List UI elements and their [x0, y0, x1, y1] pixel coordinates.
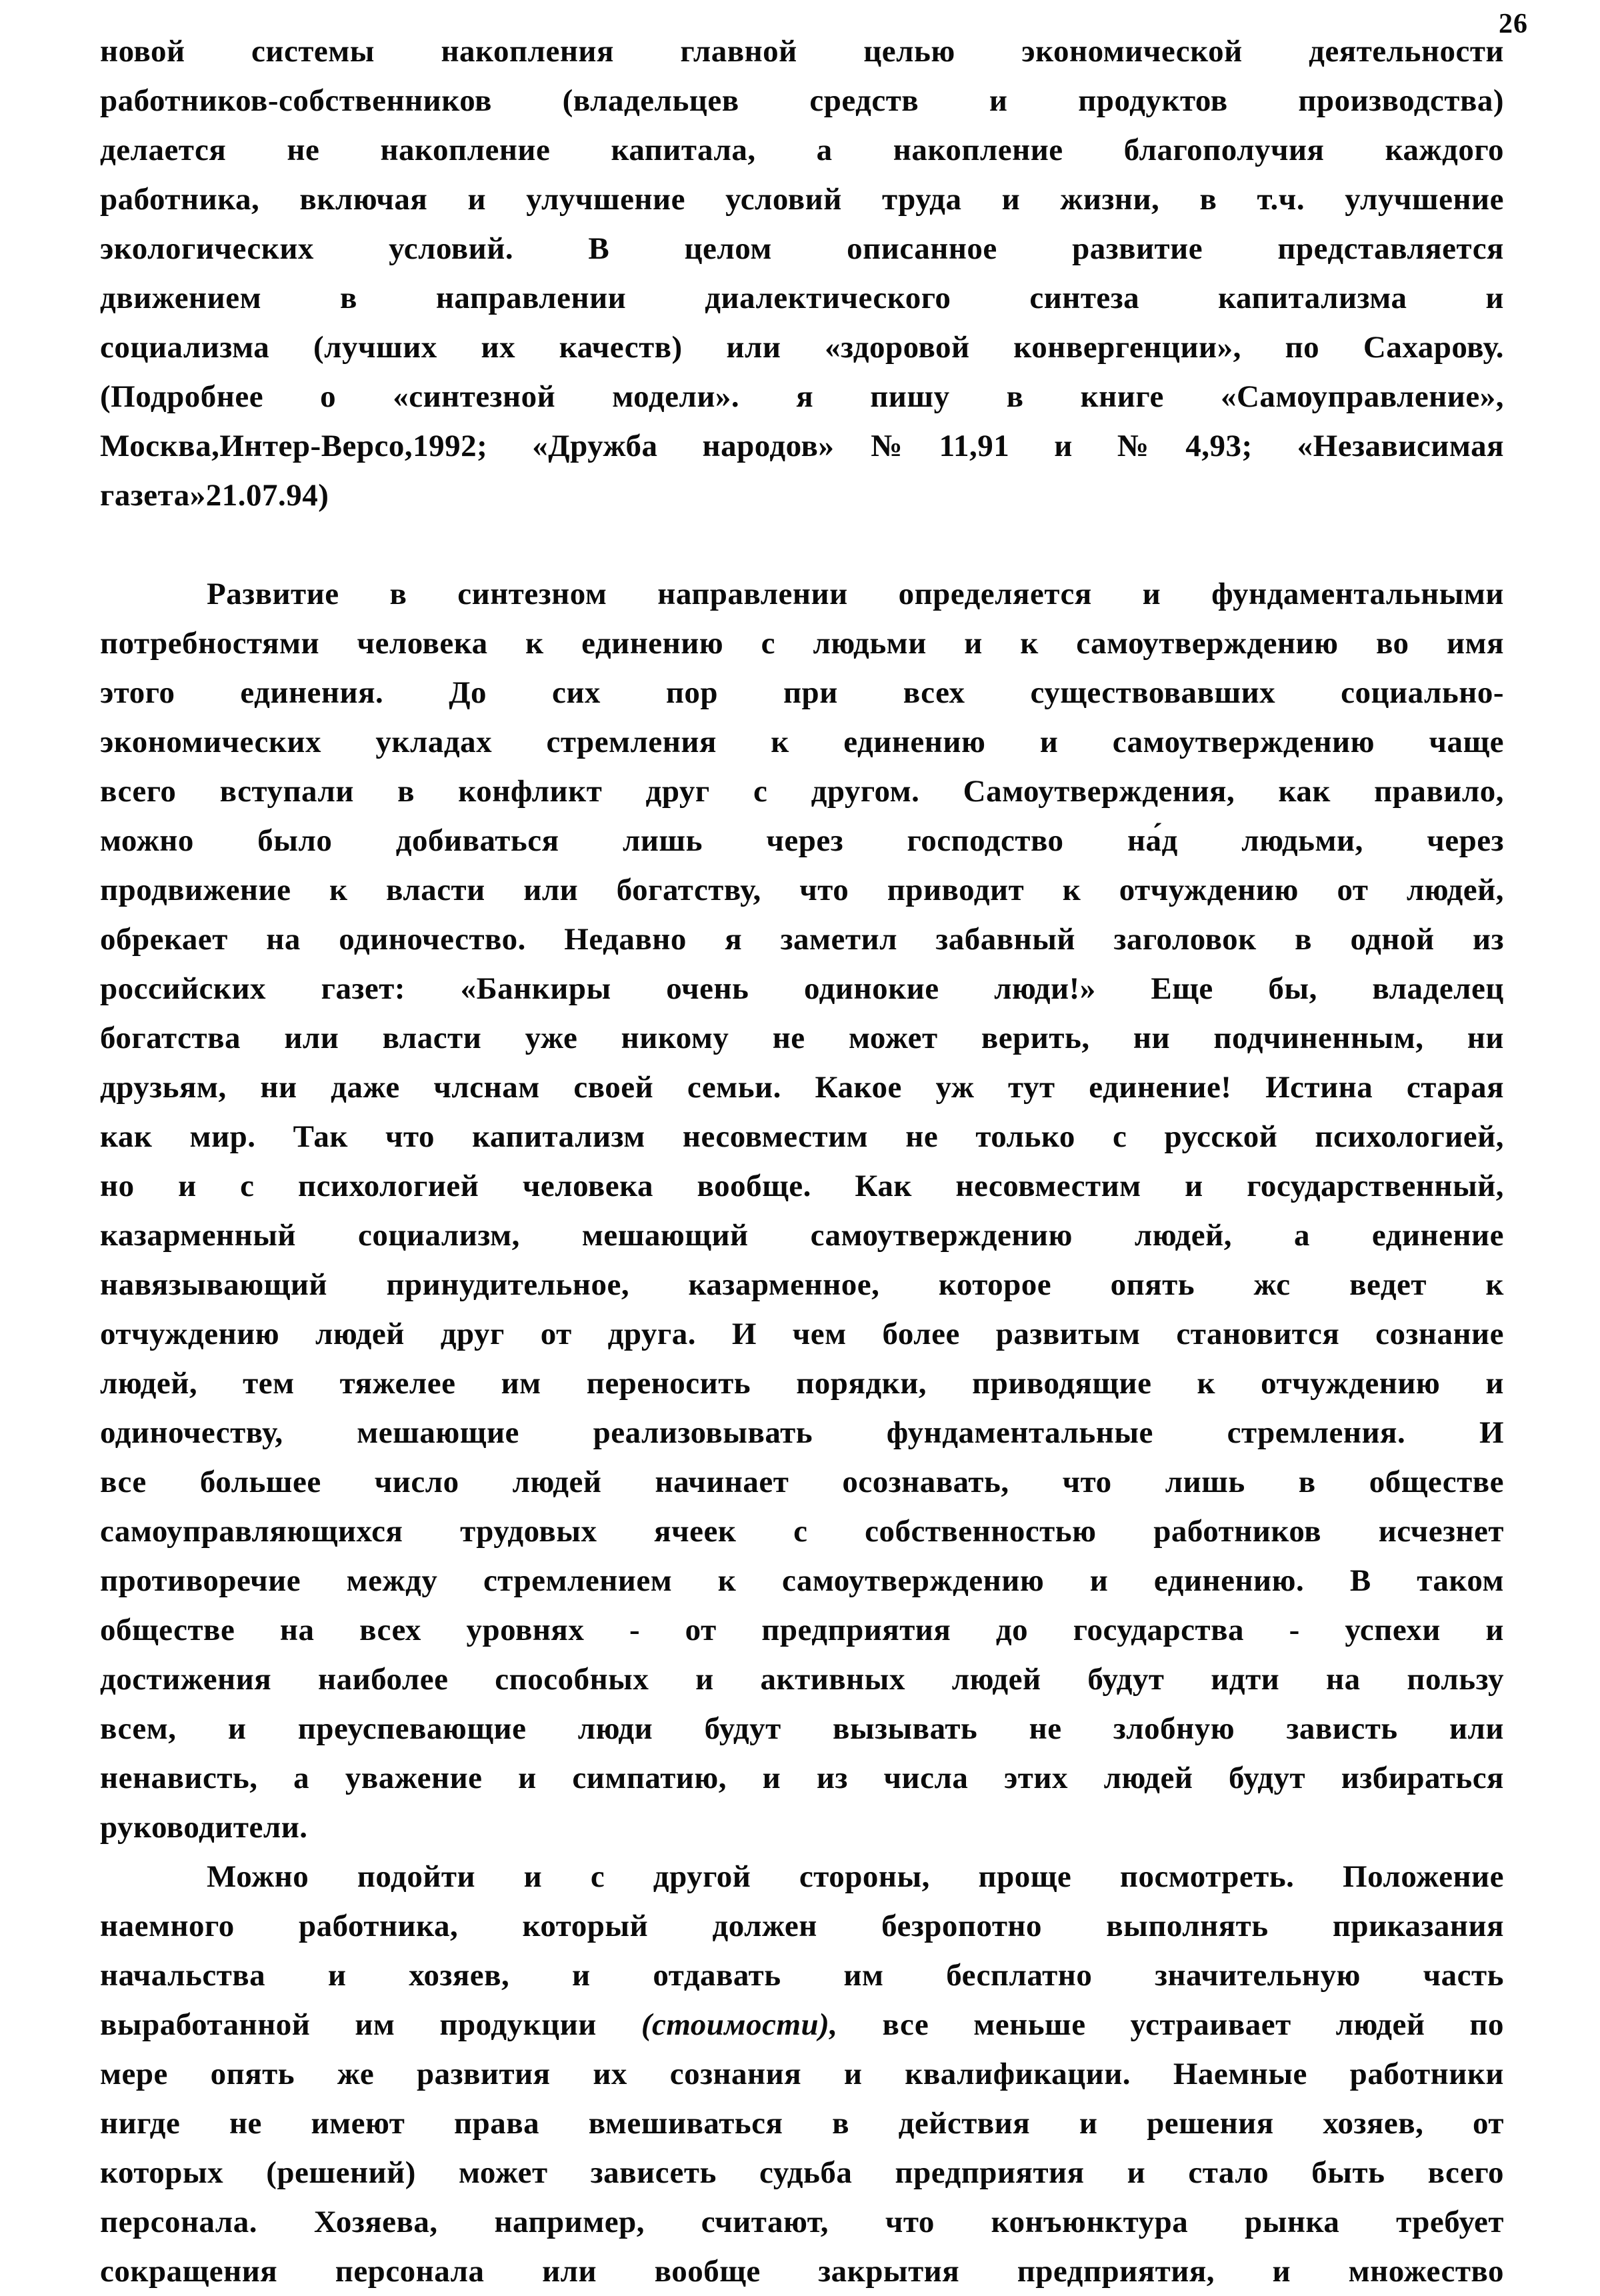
text-line	[100, 915, 1504, 964]
text-line	[100, 2049, 1504, 2099]
text-segment: продвижение к власти или богатству, что приводит к отчуждению от людей,	[100, 873, 1504, 907]
text-line	[100, 1408, 1504, 1457]
text-line	[100, 1161, 1504, 1211]
text-line	[100, 76, 1504, 125]
text-line	[100, 717, 1504, 767]
text-segment: (Подробнее о «синтезной модели». я пишу в книге «Самоуправление»,	[100, 379, 1504, 414]
text-segment: Развитие в синтезном направлении определяется и фундаментальными	[207, 577, 1504, 611]
text-segment: достижения наиболее способных и активных людей будут идти на пользу	[100, 1662, 1504, 1697]
text-line	[100, 175, 1504, 224]
text-line	[100, 964, 1504, 1013]
text-segment: одиночеству, мешающие реализовывать фундаментальные стремления. И	[100, 1415, 1504, 1450]
text-segment: наемного работника, который должен безропотно выполнять приказания	[100, 1909, 1504, 1943]
text-segment: выработанной им продукции	[100, 2007, 641, 2042]
text-segment: которых (решений) может зависеть судьба предприятия и стало быть всего	[100, 2155, 1504, 2190]
text-line	[100, 1260, 1504, 1309]
text-line	[100, 2197, 1504, 2247]
text-line	[100, 1211, 1504, 1260]
text-segment: движением в направлении диалектического синтеза капитализма и	[100, 281, 1504, 315]
text-line	[100, 1556, 1504, 1605]
text-segment: новой системы накопления главной целью экономической деятельности	[100, 34, 1504, 69]
text-line	[100, 767, 1504, 816]
text-segment: работника, включая и улучшение условий труда и жизни, в т.ч. улучшение	[100, 182, 1504, 217]
text-segment: руководители.	[100, 1810, 308, 1845]
text-segment: персонала. Хозяева, например, считают, что конъюнктура рынка требует	[100, 2205, 1504, 2239]
text-segment: начальства и хозяев, и отдавать им бесплатно значительную часть	[100, 1958, 1504, 1993]
text-segment: социализма (лучших их качеств) или «здоровой конвергенции», по Сахарову.	[100, 330, 1504, 365]
text-line	[100, 1951, 1504, 2000]
text-line	[100, 816, 1504, 865]
text-line	[100, 1309, 1504, 1359]
text-segment: казарменный социализм, мешающий самоутверждению людей, а единение	[100, 1218, 1504, 1253]
text-segment: обществе на всех уровнях - от предприятия до государства - успехи и	[100, 1613, 1504, 1647]
text-line	[100, 372, 1504, 421]
text-line	[100, 1704, 1504, 1753]
text-line	[100, 1507, 1504, 1556]
text-segment: сокращения персонала или вообще закрытия предприятия, и множество	[100, 2254, 1504, 2289]
text-segment: мере опять же развития их сознания и квалификации. Наемные работники	[100, 2057, 1504, 2091]
text-line	[100, 273, 1504, 323]
text-line	[100, 619, 1504, 668]
text-line	[100, 1063, 1504, 1112]
text-line	[100, 125, 1504, 175]
text-segment: ненависть, а уважение и симпатию, и из числа этих людей будут избираться	[100, 1761, 1504, 1795]
text-segment: обрекает на одиночество. Недавно я заметил забавный заголовок в одной из	[100, 922, 1504, 957]
text-line	[100, 1803, 1504, 1852]
text-line	[100, 1605, 1504, 1655]
text-segment: работников-собственников (владельцев средств и продуктов производства)	[100, 83, 1504, 118]
text-segment: экономических укладах стремления к единению и самоутверждению чаще	[100, 725, 1504, 759]
text-line	[100, 2099, 1504, 2148]
text-line	[100, 1457, 1504, 1507]
text-line	[100, 471, 1504, 520]
text-segment: нигде не имеют права вмешиваться в действия и решения хозяев, от	[100, 2106, 1504, 2141]
text-segment: богатства или власти уже никому не может верить, ни подчиненным, ни	[100, 1021, 1504, 1055]
text-segment: российских газет: «Банкиры очень одинокие люди!» Еще бы, владелец	[100, 971, 1504, 1006]
text-line	[100, 1112, 1504, 1161]
text-line	[100, 569, 1504, 619]
text-line	[100, 2148, 1504, 2197]
text-segment: газета»21.07.94)	[100, 478, 329, 513]
text-segment: можно было добиваться лишь через господство на́д людьми, через	[100, 823, 1504, 858]
text-line	[100, 224, 1504, 273]
text-segment: делается не накопление капитала, а накопление благополучия каждого	[100, 133, 1504, 167]
text-segment: отчуждению людей друг от друга. И чем более развитым становится сознание	[100, 1317, 1504, 1351]
text-line	[100, 2000, 1504, 2049]
italic-text: (стоимости),	[641, 2007, 838, 2042]
text-segment: самоуправляющихся трудовых ячеек с собственностью работников исчезнет	[100, 1514, 1504, 1549]
text-line	[100, 1901, 1504, 1951]
paragraph	[100, 569, 1504, 1852]
text-segment: потребностями человека к единению с людьми и к самоутверждению во имя	[100, 626, 1504, 661]
text-segment: этого единения. До сих пор при всех существовавших социально-	[100, 675, 1504, 710]
text-line	[100, 1655, 1504, 1704]
text-line	[100, 865, 1504, 915]
text-line	[100, 1753, 1504, 1803]
page-text-block	[100, 27, 1504, 2296]
paragraph	[100, 27, 1504, 520]
paragraph	[100, 1852, 1504, 2296]
text-segment: людей, тем тяжелее им переносить порядки, приводящие к отчуждению и	[100, 1366, 1504, 1401]
text-segment: экологических условий. В целом описанное развитие представляется	[100, 231, 1504, 266]
text-segment: всего вступали в конфликт друг с другом. Самоутверждения, как правило,	[100, 774, 1504, 809]
page-number: 26	[1499, 9, 1528, 39]
text-segment: противоречие между стремлением к самоутверждению и единению. В таком	[100, 1563, 1504, 1598]
text-segment: как мир. Так что капитализм несовместим не только с русской психологией,	[100, 1119, 1504, 1154]
text-line	[100, 27, 1504, 76]
text-segment: все большее число людей начинает осознавать, что лишь в обществе	[100, 1465, 1504, 1499]
text-segment: друзьям, ни даже члснам своей семьи. Какое уж тут единение! Истина старая	[100, 1070, 1504, 1105]
text-segment: Москва,Интер-Версо,1992; «Дружба народов»№11,91 и №4,93; «Независимая	[100, 429, 1504, 463]
text-segment: навязывающий принудительное, казарменное, которое опять жс ведет к	[100, 1267, 1504, 1302]
text-segment: но и с психологией человека вообще. Как несовместим и государственный,	[100, 1169, 1504, 1203]
text-segment: всем, и преуспевающие люди будут вызывать не злобную зависть или	[100, 1711, 1504, 1746]
text-line	[100, 668, 1504, 717]
text-line	[100, 323, 1504, 372]
text-line	[100, 421, 1504, 471]
text-line	[100, 1852, 1504, 1901]
text-segment: Можно подойти и с другой стороны, проще посмотреть. Положение	[207, 1859, 1504, 1894]
text-line	[100, 1013, 1504, 1063]
text-line	[100, 2247, 1504, 2296]
text-segment: все меньше устраивает людей по	[837, 2007, 1505, 2042]
text-line	[100, 1359, 1504, 1408]
